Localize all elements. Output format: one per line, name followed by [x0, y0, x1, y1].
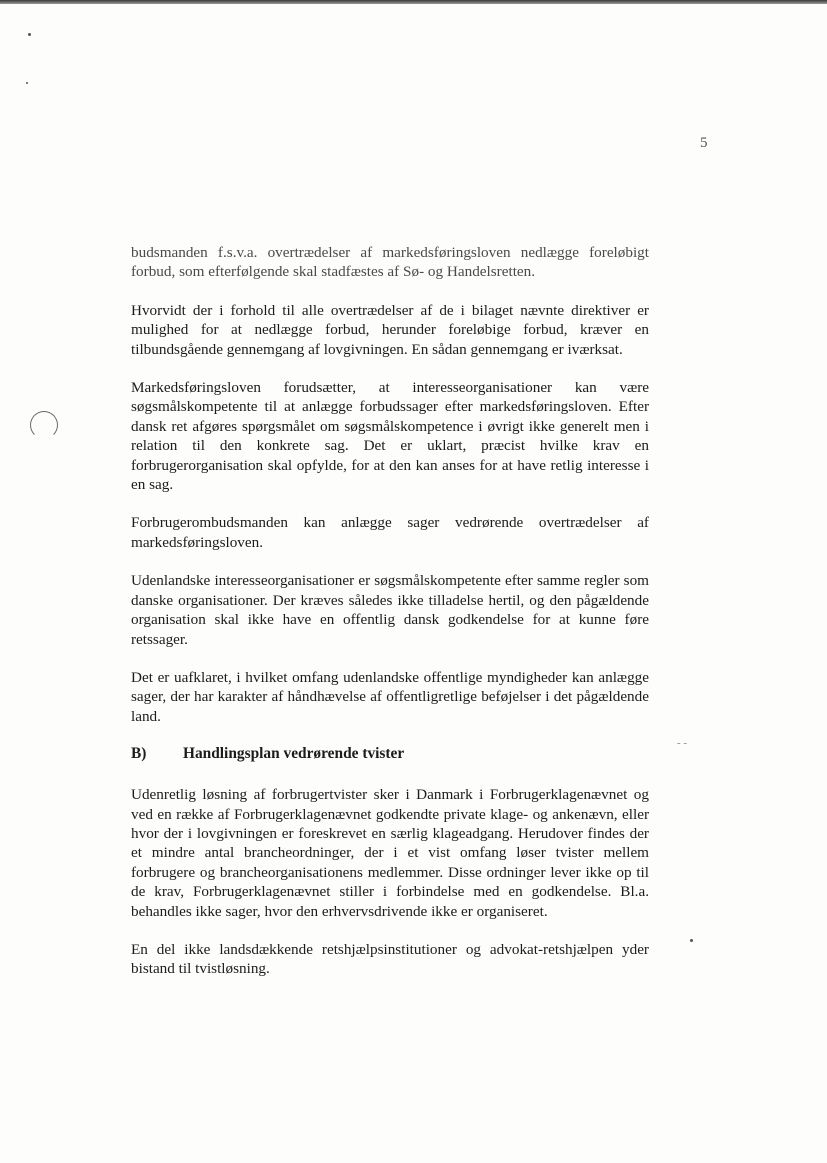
paragraph: En del ikke landsdækkende retshjælpsinstitutioner og advokat-retshjælpen yder bistand til tvistløsning.: [131, 940, 649, 978]
section-heading: [131, 745, 649, 763]
punch-hole-mark: [30, 411, 58, 439]
section-number: B): [131, 745, 147, 763]
document-body: [131, 243, 649, 998]
paragraph: Det er uafklaret, i hvilket omfang udenlandske offentlige myndigheder kan anlægge sager, der har karakter af håndhævelse af offentligretlige beføjelser i det pågældende land.: [131, 668, 649, 725]
scan-top-edge: [0, 0, 827, 4]
scan-speck: [28, 33, 31, 36]
page-number: 5: [700, 135, 708, 151]
paragraph: Forbrugerombudsmanden kan anlægge sager vedrørende overtrædelser af markedsføringsloven.: [131, 514, 649, 551]
section-title: Handlingsplan vedrørende tvister: [183, 745, 405, 763]
scan-speck: [690, 939, 693, 942]
paragraph: Udenlandske interesseorganisationer er søgsmålskompetente efter samme regler som danske organisationer. Der kræves således ikke tilladelse hertil, og den pågældende organisation skal ikke have en offentlig dansk godkendelse for at kunne føre retssager.: [131, 572, 649, 648]
scan-mark: - -: [677, 737, 688, 749]
paragraph: budsmanden f.s.v.a. overtrædelser af markedsføringsloven nedlægge foreløbigt forbud, som efterfølgende skal stadfæstes af Sø- og Handelsretten.: [131, 244, 649, 281]
paragraph: Markedsføringsloven forudsætter, at interesseorganisationer kan være søgsmålskompetente til at anlægge forbudssager efter markedsføringsloven. Efter dansk ret afgøres spørgsmålet om søgsmålskompetence i øvrigt ikke generelt men i relation til den konkrete sag. Det er uklart, præcist hvilke krav en forbrugerorganisation skal opfylde, for at den kan anses for at have retlig interesse i en sag.: [131, 379, 649, 494]
scan-speck: [26, 82, 28, 84]
paragraph: Udenretlig løsning af forbrugertvister sker i Danmark i Forbrugerklagenævnet og ved en række af Forbrugerklagenævnet godkendte private klage- og ankenævn, eller hvor der i lovgivningen er foreskrevet en særlig klageadgang. Herudover findes der et mindre antal brancheordninger, der i et vist omfang løser tvister mellem forbrugere og brancheorganisationens medlemmer. Disse ordninger lever ikke op til de krav, Forbrugerklagenævnet stiller i forbindelse med en godkendelse. Bl.a. behandles ikke sager, hvor den erhvervsdrivende ikke er organiseret.: [131, 786, 649, 920]
paragraph: Hvorvidt der i forhold til alle overtrædelser af de i bilaget nævnte direktiver er mulighed for at nedlægge forbud, herunder foreløbige forbud, kræver en tilbundsgående gennemgang af lovgivningen. En sådan gennemgang er iværksat.: [131, 301, 649, 358]
